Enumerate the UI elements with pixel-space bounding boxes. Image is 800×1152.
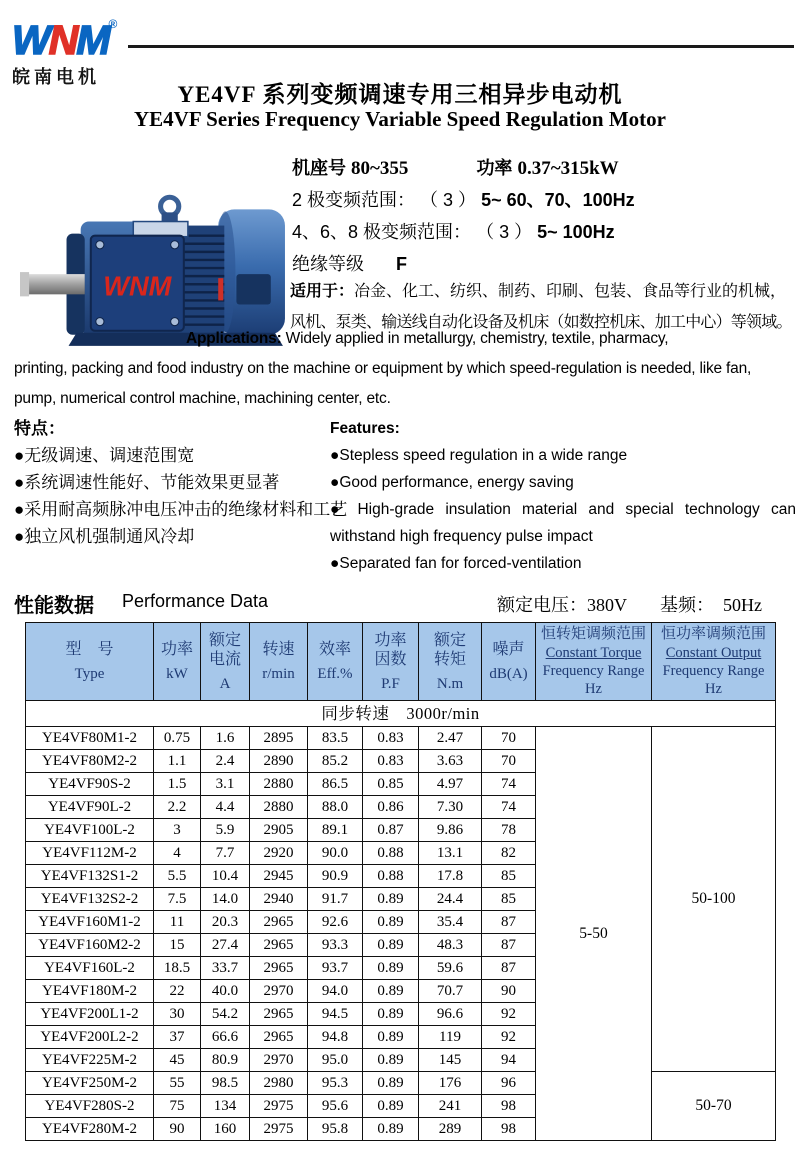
cell-current: 5.9: [201, 819, 250, 842]
cell-power-factor: 0.89: [363, 911, 419, 934]
cell-power-factor: 0.89: [363, 957, 419, 980]
logo-letter-m: M: [76, 17, 109, 63]
cell-torque: 9.86: [419, 819, 482, 842]
cell-speed: 2965: [250, 1003, 308, 1026]
cell-torque: 2.47: [419, 727, 482, 750]
features-list-cn: [14, 442, 350, 550]
cell-speed: 2970: [250, 1049, 308, 1072]
application-en-label: Applications:: [186, 330, 282, 347]
col-speed: 转速 r/min: [250, 623, 308, 701]
cell-current: 7.7: [201, 842, 250, 865]
motor-illustration: [20, 181, 288, 347]
logo-wnm-letters: [12, 4, 118, 63]
cell-power-factor: 0.89: [363, 980, 419, 1003]
feature-item: ●系统调速性能好、节能效果更显著: [14, 473, 280, 492]
cell-power: 2.2: [154, 796, 201, 819]
cell-efficiency: 95.6: [308, 1095, 363, 1118]
cell-noise: 74: [482, 796, 536, 819]
application-en-line1: Applications: Widely applied in metallurgy, chemistry, textile, pharmacy,: [186, 330, 669, 347]
cell-type: YE4VF100L-2: [26, 819, 154, 842]
feature-item: ●独立风机强制通风冷却: [14, 527, 195, 546]
cell-power-factor: 0.83: [363, 727, 419, 750]
cell-efficiency: 95.3: [308, 1072, 363, 1095]
feature-item: ●采用耐高频脉冲电压冲击的绝缘材料和工艺: [14, 500, 348, 519]
cell-power: 75: [154, 1095, 201, 1118]
cell-current: 80.9: [201, 1049, 250, 1072]
cell-efficiency: 90.0: [308, 842, 363, 865]
cell-speed: 2980: [250, 1072, 308, 1095]
cell-noise: 85: [482, 888, 536, 911]
cell-power: 4: [154, 842, 201, 865]
rated-voltage: 额定电压：380V: [497, 595, 627, 615]
cell-power: 1.5: [154, 773, 201, 796]
range-468pole-value: 5~ 100Hz: [537, 222, 615, 242]
range-2pole-label: 2 极变频范围：: [292, 190, 416, 210]
cell-efficiency: 83.5: [308, 727, 363, 750]
col-constant-torque-range: 恒转矩调频范围 Constant Torque Frequency Range Hz: [536, 623, 652, 701]
cell-speed: 2880: [250, 796, 308, 819]
cell-noise: 70: [482, 750, 536, 773]
cell-current: 98.5: [201, 1072, 250, 1095]
cell-efficiency: 85.2: [308, 750, 363, 773]
cell-torque: 119: [419, 1026, 482, 1049]
col-rated-torque: 额定转矩 N.m: [419, 623, 482, 701]
cell-power-factor: 0.89: [363, 1072, 419, 1095]
cell-type: YE4VF80M1-2: [26, 727, 154, 750]
cell-speed: 2965: [250, 934, 308, 957]
logo-letter-w: W: [12, 17, 49, 63]
cell-noise: 96: [482, 1072, 536, 1095]
cell-torque: 7.30: [419, 796, 482, 819]
range-468pole-label: 4、6、8 极变频范围：: [292, 222, 472, 242]
cell-noise: 85: [482, 865, 536, 888]
spec-list: [292, 152, 792, 280]
features-title-cn: 特点：: [14, 419, 65, 438]
spec-2pole-range: [292, 184, 792, 216]
cell-power: 22: [154, 980, 201, 1003]
cell-torque: 70.7: [419, 980, 482, 1003]
cell-efficiency: 89.1: [308, 819, 363, 842]
cell-type: YE4VF250M-2: [26, 1072, 154, 1095]
feature-item: ● High-grade insulation material and special technology can withstand high frequency pulse impact: [330, 501, 796, 545]
cell-speed: 2940: [250, 888, 308, 911]
cell-torque: 241: [419, 1095, 482, 1118]
cell-noise: 74: [482, 773, 536, 796]
motor-brand-text: WNM: [103, 270, 172, 302]
cell-speed: 2965: [250, 911, 308, 934]
header-divider: [128, 45, 794, 48]
col-efficiency: 效率 Eff.%: [308, 623, 363, 701]
cell-current: 4.4: [201, 796, 250, 819]
cell-current: 33.7: [201, 957, 250, 980]
cell-current: 134: [201, 1095, 250, 1118]
col-power: 功率 kW: [154, 623, 201, 701]
motor-photo: [20, 181, 288, 347]
cell-efficiency: 92.6: [308, 911, 363, 934]
cell-speed: 2975: [250, 1095, 308, 1118]
cell-type: YE4VF180M-2: [26, 980, 154, 1003]
cell-torque: 59.6: [419, 957, 482, 980]
application-cn-line2: 风机、泵类、输送线自动化设备及机床（如数控机床、加工中心）等领域。: [290, 314, 792, 331]
cell-type: YE4VF112M-2: [26, 842, 154, 865]
cell-power: 7.5: [154, 888, 201, 911]
cell-speed: 2895: [250, 727, 308, 750]
spec-frame-power: [292, 152, 792, 184]
performance-title-cn: 性能数据: [14, 595, 94, 617]
feature-item: ●Separated fan for forced-ventilation: [330, 555, 582, 572]
range-2pole-prefix: （ 3 ）: [420, 190, 477, 210]
page-title-en: YE4VF Series Frequency Variable Speed Regulation Motor: [134, 107, 666, 131]
cell-speed: 2880: [250, 773, 308, 796]
cell-power-factor: 0.86: [363, 796, 419, 819]
performance-title-en: Performance Data: [122, 591, 269, 611]
application-en-line3: pump, numerical control machine, machining center, etc.: [14, 390, 391, 407]
cell-speed: 2945: [250, 865, 308, 888]
sync-speed-row: [26, 701, 776, 727]
cell-power: 15: [154, 934, 201, 957]
application-en-line2: printing, packing and food industry on the machine or equipment by which speed-regulation is needed, like fan,: [14, 360, 752, 377]
col-noise: 噪声 dB(A): [482, 623, 536, 701]
cell-noise: 98: [482, 1118, 536, 1141]
cell-power-factor: 0.88: [363, 842, 419, 865]
cell-noise: 87: [482, 911, 536, 934]
cell-current: 2.4: [201, 750, 250, 773]
red-label-tag: [218, 278, 223, 300]
cell-efficiency: 95.0: [308, 1049, 363, 1072]
junction-box: [236, 274, 270, 304]
cell-speed: 2905: [250, 819, 308, 842]
cell-power-factor: 0.88: [363, 865, 419, 888]
cell-current: 54.2: [201, 1003, 250, 1026]
cell-current: 40.0: [201, 980, 250, 1003]
cell-power-factor: 0.89: [363, 1003, 419, 1026]
cell-efficiency: 95.8: [308, 1118, 363, 1141]
application-cn-label: 适用于：: [290, 283, 355, 300]
cell-efficiency: 90.9: [308, 865, 363, 888]
cell-type: YE4VF132S2-2: [26, 888, 154, 911]
cell-type: YE4VF200L1-2: [26, 1003, 154, 1026]
cell-power: 30: [154, 1003, 201, 1026]
cell-power: 45: [154, 1049, 201, 1072]
cell-power-factor: 0.87: [363, 819, 419, 842]
cell-torque: 4.97: [419, 773, 482, 796]
cell-power: 5.5: [154, 865, 201, 888]
cell-efficiency: 94.5: [308, 1003, 363, 1026]
col-power-factor: 功率因数 P.F: [363, 623, 419, 701]
cell-speed: 2890: [250, 750, 308, 773]
cell-type: YE4VF90S-2: [26, 773, 154, 796]
cell-power-factor: 0.89: [363, 1095, 419, 1118]
cell-torque: 176: [419, 1072, 482, 1095]
cell-power-factor: 0.85: [363, 773, 419, 796]
col-constant-output-range: 恒功率调频范围 Constant Output Frequency Range Hz: [652, 623, 776, 701]
cell-noise: 78: [482, 819, 536, 842]
application-cn-line1: 适用于：冶金、化工、纺织、制药、印刷、包装、食品等行业的机械，: [290, 283, 787, 300]
cell-speed: 2965: [250, 957, 308, 980]
constant-output-range-cell: 50-100: [652, 727, 776, 1072]
cell-current: 1.6: [201, 727, 250, 750]
power-value: 0.37~315kW: [517, 158, 619, 179]
cell-current: 66.6: [201, 1026, 250, 1049]
cell-power-factor: 0.83: [363, 750, 419, 773]
cell-current: 20.3: [201, 911, 250, 934]
feature-item: ●Good performance, energy saving: [330, 474, 574, 491]
frame-size-value: 80~355: [351, 158, 409, 179]
cell-noise: 90: [482, 980, 536, 1003]
cell-torque: 96.6: [419, 1003, 482, 1026]
cell-power: 37: [154, 1026, 201, 1049]
cell-type: YE4VF280S-2: [26, 1095, 154, 1118]
performance-heading: [0, 589, 800, 617]
cell-current: 160: [201, 1118, 250, 1141]
cell-power-factor: 0.89: [363, 1026, 419, 1049]
cell-power: 1.1: [154, 750, 201, 773]
range-468pole-prefix: （ 3 ）: [476, 222, 533, 242]
range-2pole-value: 5~ 60、70、100Hz: [481, 190, 635, 210]
cell-efficiency: 93.3: [308, 934, 363, 957]
page-title-cn: YE4VF 系列变频调速专用三相异步电动机: [177, 82, 623, 107]
cell-power: 3: [154, 819, 201, 842]
feature-item: ●无级调速、调速范围宽: [14, 446, 195, 465]
performance-table: [25, 622, 776, 1141]
logo-company-name: 皖南电机: [12, 67, 100, 87]
table-row: [26, 1072, 776, 1095]
insulation-value: F: [396, 254, 408, 274]
cell-torque: 35.4: [419, 911, 482, 934]
cell-noise: 87: [482, 934, 536, 957]
cell-efficiency: 88.0: [308, 796, 363, 819]
spec-468pole-range: [292, 216, 792, 248]
cell-power: 11: [154, 911, 201, 934]
cell-current: 14.0: [201, 888, 250, 911]
cell-torque: 24.4: [419, 888, 482, 911]
cell-current: 10.4: [201, 865, 250, 888]
constant-output-range-cell: 50-70: [652, 1072, 776, 1141]
features-list-en: [330, 442, 796, 577]
performance-table-body: [26, 701, 776, 1141]
base-frequency: 基频： 50Hz: [660, 595, 762, 615]
cell-torque: 17.8: [419, 865, 482, 888]
table-header-row: [26, 623, 776, 701]
cell-efficiency: 93.7: [308, 957, 363, 980]
cell-torque: 13.1: [419, 842, 482, 865]
cell-current: 3.1: [201, 773, 250, 796]
cell-noise: 82: [482, 842, 536, 865]
cell-torque: 145: [419, 1049, 482, 1072]
frame-size-label: 机座号: [292, 158, 346, 178]
cell-power: 18.5: [154, 957, 201, 980]
cell-power: 55: [154, 1072, 201, 1095]
shaft: [22, 274, 85, 294]
cell-torque: 3.63: [419, 750, 482, 773]
cell-type: YE4VF160M2-2: [26, 934, 154, 957]
cell-speed: 2975: [250, 1118, 308, 1141]
cell-noise: 70: [482, 727, 536, 750]
application-paragraph-en: [14, 324, 751, 414]
cell-speed: 2965: [250, 1026, 308, 1049]
cell-speed: 2970: [250, 980, 308, 1003]
cell-type: YE4VF225M-2: [26, 1049, 154, 1072]
cell-type: YE4VF80M2-2: [26, 750, 154, 773]
cell-type: YE4VF132S1-2: [26, 865, 154, 888]
cell-type: YE4VF160M1-2: [26, 911, 154, 934]
cell-type: YE4VF90L-2: [26, 796, 154, 819]
cell-noise: 94: [482, 1049, 536, 1072]
cell-noise: 87: [482, 957, 536, 980]
logo-letter-n: N: [48, 17, 77, 63]
constant-torque-range-cell: 5-50: [536, 727, 652, 1141]
features-section-en: [330, 415, 796, 577]
cell-efficiency: 94.8: [308, 1026, 363, 1049]
cell-speed: 2920: [250, 842, 308, 865]
cell-noise: 92: [482, 1003, 536, 1026]
cell-power: 0.75: [154, 727, 201, 750]
cell-current: 27.4: [201, 934, 250, 957]
cell-efficiency: 94.0: [308, 980, 363, 1003]
sync-speed-cell: 同步转速 3000r/min: [26, 701, 776, 727]
feature-item: ●Stepless speed regulation in a wide range: [330, 447, 628, 464]
col-rated-current: 额定电流 A: [201, 623, 250, 701]
cell-power-factor: 0.89: [363, 888, 419, 911]
registered-trademark-icon: ®: [108, 17, 118, 31]
nameplate: [133, 222, 188, 237]
cell-power-factor: 0.89: [363, 1049, 419, 1072]
cell-type: YE4VF280M-2: [26, 1118, 154, 1141]
insulation-label: 绝缘等级: [292, 254, 364, 274]
cell-power: 90: [154, 1118, 201, 1141]
cell-type: YE4VF200L2-2: [26, 1026, 154, 1049]
cell-efficiency: 91.7: [308, 888, 363, 911]
col-type: 型 号 Type: [26, 623, 154, 701]
power-label: 功率: [476, 158, 513, 178]
cell-noise: 98: [482, 1095, 536, 1118]
features-section-cn: [14, 415, 350, 550]
cell-efficiency: 86.5: [308, 773, 363, 796]
cell-type: YE4VF160L-2: [26, 957, 154, 980]
cell-noise: 92: [482, 1026, 536, 1049]
table-row: [26, 727, 776, 750]
cell-torque: 48.3: [419, 934, 482, 957]
cell-torque: 289: [419, 1118, 482, 1141]
cell-power-factor: 0.89: [363, 1118, 419, 1141]
features-title-en: Features:: [330, 420, 400, 437]
cell-power-factor: 0.89: [363, 934, 419, 957]
